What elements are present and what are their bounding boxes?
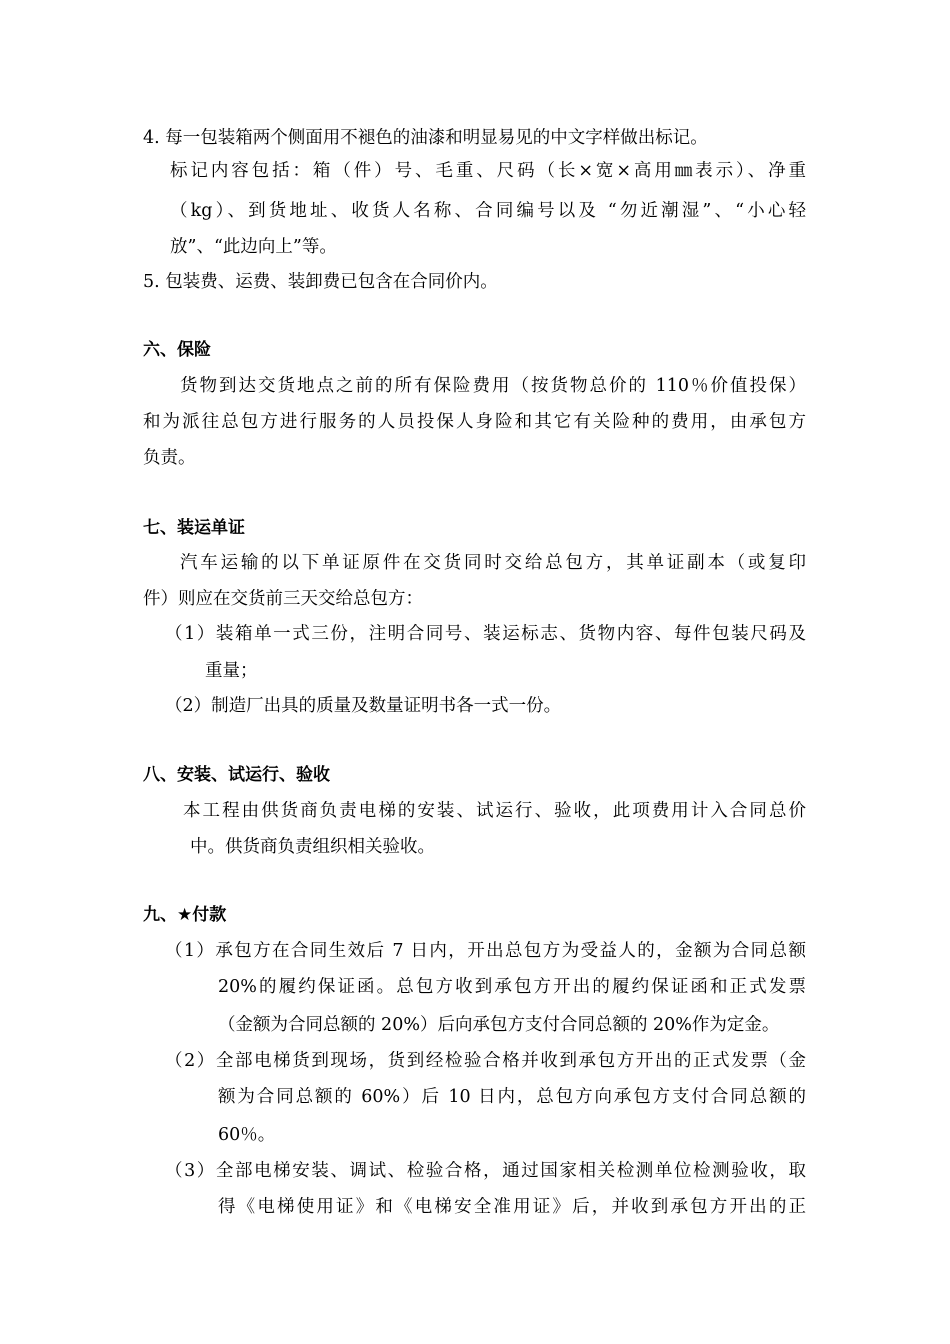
packing-item-4-line-1: 4. 每一包装箱两个侧面用不褪色的油漆和明显易见的中文字样做出标记。: [143, 128, 708, 148]
packing-item-4-line-3: （kg）、到货地址、收货人名称、合同编号以及 “勿近潮湿”、“小心轻: [170, 201, 806, 221]
installation-heading: 八、安装、试运行、验收: [143, 765, 330, 785]
shipping-docs-line-1: 汽车运输的以下单证原件在交货同时交给总包方，其单证副本（或复印: [180, 553, 806, 573]
payment-item-1-line-3: （金额为合同总额的 20%）后向承包方支付合同总额的 20%作为定金。: [218, 1015, 780, 1035]
payment-heading: 九、★付款: [143, 905, 227, 925]
installation-line-2: 中。供货商负责组织相关验收。: [190, 837, 435, 857]
shipping-docs-item-2: （2）制造厂出具的质量及数量证明书各一式一份。: [165, 696, 562, 716]
insurance-line-3: 负责。: [143, 448, 196, 468]
insurance-heading: 六、保险: [143, 340, 211, 360]
payment-item-3-line-2: 得《电梯使用证》和《电梯安全准用证》后，并收到承包方开出的正: [218, 1197, 806, 1217]
packing-item-4-line-2: 标记内容包括：箱（件）号、毛重、尺码（长×宽×高用㎜表示）、净重: [170, 161, 806, 181]
shipping-docs-heading: 七、装运单证: [143, 518, 245, 538]
packing-item-4-line-4: 放”、“此边向上”等。: [170, 237, 337, 257]
insurance-line-1: 货物到达交货地点之前的所有保险费用（按货物总价的 110％价值投保）: [180, 376, 806, 396]
payment-item-2-line-3: 60％。: [218, 1125, 276, 1145]
installation-line-1: 本工程由供货商负责电梯的安装、试运行、验收，此项费用计入合同总价: [183, 801, 806, 821]
payment-item-2-line-2: 额为合同总额的 60%）后 10 日内，总包方向承包方支付合同总额的: [218, 1087, 806, 1107]
payment-item-2-line-1: （2）全部电梯货到现场，货到经检验合格并收到承包方开出的正式发票（金: [165, 1051, 806, 1071]
shipping-docs-line-2: 件）则应在交货前三天交给总包方：: [143, 589, 423, 609]
payment-item-1-line-2: 20%的履约保证函。总包方收到承包方开出的履约保证函和正式发票: [218, 977, 806, 997]
shipping-docs-item-1-line-1: （1）装箱单一式三份，注明合同号、装运标志、货物内容、每件包装尺码及: [165, 624, 806, 644]
payment-item-3-line-1: （3）全部电梯安装、调试、检验合格，通过国家相关检测单位检测验收，取: [165, 1161, 806, 1181]
shipping-docs-item-1-line-2: 重量；: [205, 661, 258, 681]
payment-item-1-line-1: （1）承包方在合同生效后 7 日内，开出总包方为受益人的，金额为合同总额: [165, 941, 806, 961]
packing-item-5: 5. 包装费、运费、装卸费已包含在合同价内。: [143, 272, 498, 292]
insurance-line-2: 和为派往总包方进行服务的人员投保人身险和其它有关险种的费用，由承包方: [143, 412, 806, 432]
